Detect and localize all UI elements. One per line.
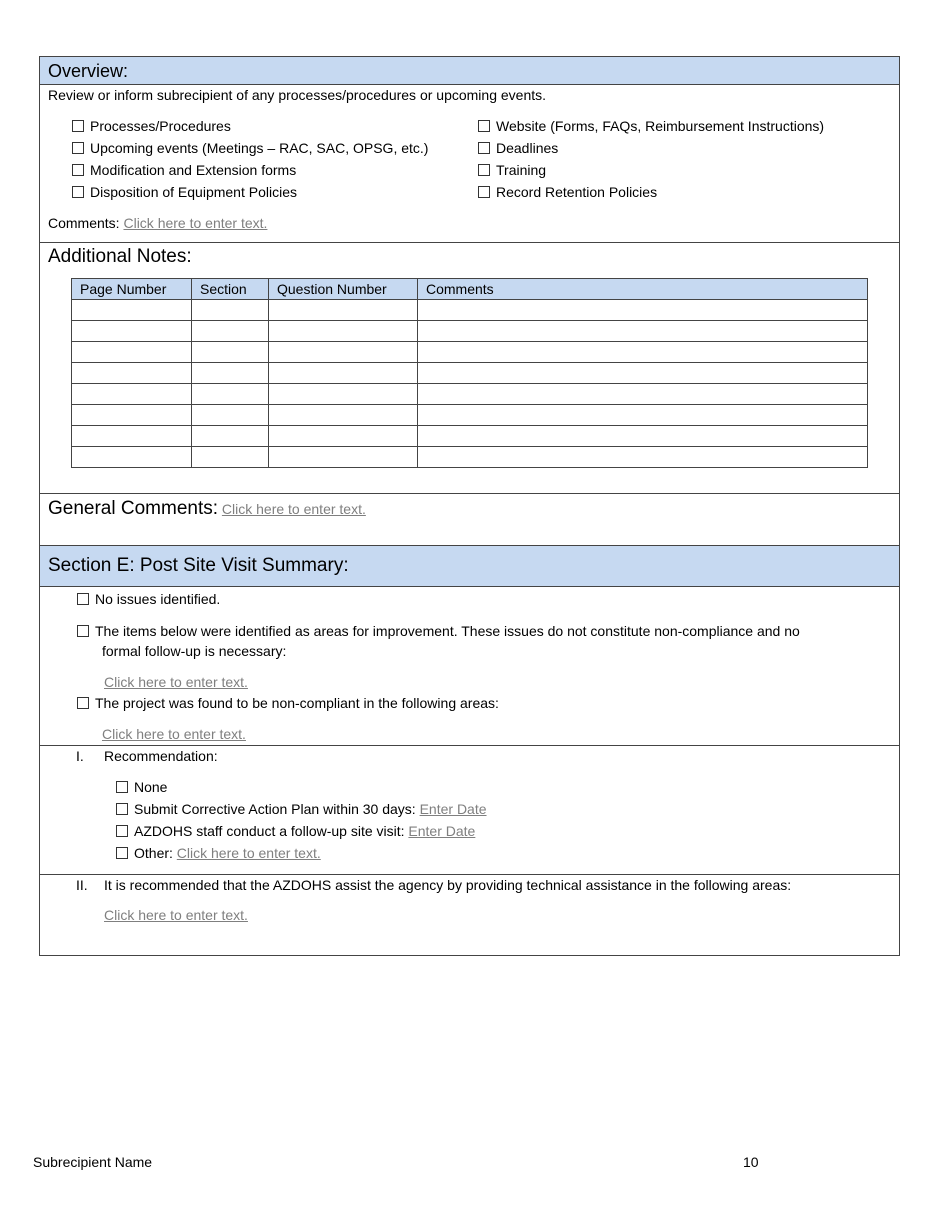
table-row <box>72 300 868 321</box>
section-e-title: Section E: Post Site Visit Summary: <box>48 555 349 576</box>
table-row <box>72 384 868 405</box>
divider <box>40 242 899 243</box>
checkbox-upcoming-events[interactable]: Upcoming events (Meetings – RAC, SAC, OPSG, etc.) <box>72 139 428 157</box>
checkbox-icon[interactable] <box>478 120 490 132</box>
table-row <box>72 342 868 363</box>
table-cell[interactable] <box>72 300 192 321</box>
checkbox-icon[interactable] <box>77 625 89 637</box>
table-cell[interactable] <box>192 447 269 468</box>
notes-table <box>71 278 868 468</box>
non-compliant-field[interactable]: Click here to enter text. <box>102 726 246 742</box>
overview-intro: Review or inform subrecipient of any processes/procedures or upcoming events. <box>48 87 547 103</box>
checkbox-icon[interactable] <box>478 142 490 154</box>
follow-up-date-field[interactable]: Enter Date <box>408 823 476 839</box>
overview-title: Overview: <box>48 61 129 81</box>
table-cell[interactable] <box>269 342 418 363</box>
checkbox-icon[interactable] <box>116 781 128 793</box>
table-cell[interactable] <box>269 363 418 384</box>
checkbox-areas-for-improvement[interactable]: The items below were identified as areas for improvement. These issues do not constitute non-compliance and no <box>77 622 800 640</box>
table-cell[interactable] <box>192 342 269 363</box>
general-comments <box>48 497 366 521</box>
table-cell[interactable] <box>418 384 868 405</box>
form-frame <box>39 56 900 956</box>
table-cell[interactable] <box>418 447 868 468</box>
checkbox-rec-follow-up-visit[interactable]: AZDOHS staff conduct a follow-up site visit: Enter Date <box>116 822 475 840</box>
table-cell[interactable] <box>418 300 868 321</box>
table-cell[interactable] <box>72 447 192 468</box>
table-row <box>72 447 868 468</box>
overview-header <box>40 57 899 85</box>
checkbox-record-retention[interactable]: Record Retention Policies <box>478 183 657 201</box>
improvement-field[interactable]: Click here to enter text. <box>104 674 248 690</box>
table-cell[interactable] <box>418 405 868 426</box>
overview-comments: Comments: Click here to enter text. <box>48 215 268 231</box>
table-cell[interactable] <box>269 300 418 321</box>
table-cell[interactable] <box>269 321 418 342</box>
checkbox-icon[interactable] <box>116 825 128 837</box>
table-cell[interactable] <box>72 342 192 363</box>
table-cell[interactable] <box>269 426 418 447</box>
table-cell[interactable] <box>72 363 192 384</box>
table-row <box>72 426 868 447</box>
checkbox-rec-corrective-action[interactable]: Submit Corrective Action Plan within 30 days: Enter Date <box>116 800 487 818</box>
checkbox-icon[interactable] <box>77 593 89 605</box>
checkbox-icon[interactable] <box>478 186 490 198</box>
additional-notes-title: Additional Notes: <box>48 246 192 267</box>
table-cell[interactable] <box>269 447 418 468</box>
table-cell[interactable] <box>72 384 192 405</box>
other-field[interactable]: Click here to enter text. <box>176 845 321 861</box>
checkbox-disposition-equipment[interactable]: Disposition of Equipment Policies <box>72 183 297 201</box>
table-cell[interactable] <box>72 426 192 447</box>
general-comments-field[interactable]: Click here to enter text. <box>221 501 366 517</box>
checkbox-website[interactable]: Website (Forms, FAQs, Reimbursement Instructions) <box>478 117 824 135</box>
table-cell[interactable] <box>192 321 269 342</box>
section-e-header <box>40 545 899 587</box>
divider <box>40 745 899 746</box>
checkbox-rec-other[interactable]: Other: Click here to enter text. <box>116 844 321 862</box>
technical-assistance-field[interactable]: Click here to enter text. <box>104 907 248 923</box>
footer-subrecipient-name: Subrecipient Name <box>33 1154 153 1170</box>
notes-table-body <box>72 300 868 468</box>
checkbox-processes[interactable]: Processes/Procedures <box>72 117 231 135</box>
col-question-number: Question Number <box>269 279 418 300</box>
table-cell[interactable] <box>192 384 269 405</box>
table-cell[interactable] <box>192 426 269 447</box>
table-row <box>72 363 868 384</box>
checkbox-icon[interactable] <box>77 697 89 709</box>
technical-assistance-text: It is recommended that the AZDOHS assist the agency by providing technical assistance in the following areas: <box>104 877 792 893</box>
table-cell[interactable] <box>192 300 269 321</box>
improvement-text-continued: formal follow-up is necessary: <box>102 643 287 659</box>
col-comments: Comments <box>418 279 868 300</box>
table-cell[interactable] <box>418 321 868 342</box>
checkbox-rec-none[interactable]: None <box>116 778 167 796</box>
overview-comments-field[interactable]: Click here to enter text. <box>123 215 268 231</box>
table-cell[interactable] <box>192 363 269 384</box>
table-cell[interactable] <box>418 426 868 447</box>
table-header-row <box>72 279 868 300</box>
table-cell[interactable] <box>418 342 868 363</box>
table-row <box>72 321 868 342</box>
table-row <box>72 405 868 426</box>
checkbox-training[interactable]: Training <box>478 161 546 179</box>
recommendation-title: Recommendation: <box>104 748 218 764</box>
page-number: 10 <box>743 1154 759 1170</box>
checkbox-icon[interactable] <box>478 164 490 176</box>
table-cell[interactable] <box>269 384 418 405</box>
divider <box>40 874 899 875</box>
table-cell[interactable] <box>418 363 868 384</box>
checkbox-icon[interactable] <box>72 142 84 154</box>
table-cell[interactable] <box>72 321 192 342</box>
table-cell[interactable] <box>192 405 269 426</box>
checkbox-no-issues[interactable]: No issues identified. <box>77 590 220 608</box>
checkbox-icon[interactable] <box>116 803 128 815</box>
technical-assistance-numeral: II. <box>76 877 88 893</box>
col-section: Section <box>192 279 269 300</box>
divider <box>40 493 899 494</box>
checkbox-icon[interactable] <box>72 186 84 198</box>
table-cell[interactable] <box>72 405 192 426</box>
checkbox-icon[interactable] <box>72 120 84 132</box>
checkbox-non-compliant[interactable]: The project was found to be non-compliant in the following areas: <box>77 694 499 712</box>
recommendation-numeral: I. <box>76 748 84 764</box>
general-comments-title: General Comments: <box>48 498 219 519</box>
table-cell[interactable] <box>269 405 418 426</box>
checkbox-modification-forms[interactable]: Modification and Extension forms <box>72 161 296 179</box>
checkbox-deadlines[interactable]: Deadlines <box>478 139 558 157</box>
checkbox-icon[interactable] <box>116 847 128 859</box>
col-page-number: Page Number <box>72 279 192 300</box>
checkbox-icon[interactable] <box>72 164 84 176</box>
cap-date-field[interactable]: Enter Date <box>419 801 487 817</box>
